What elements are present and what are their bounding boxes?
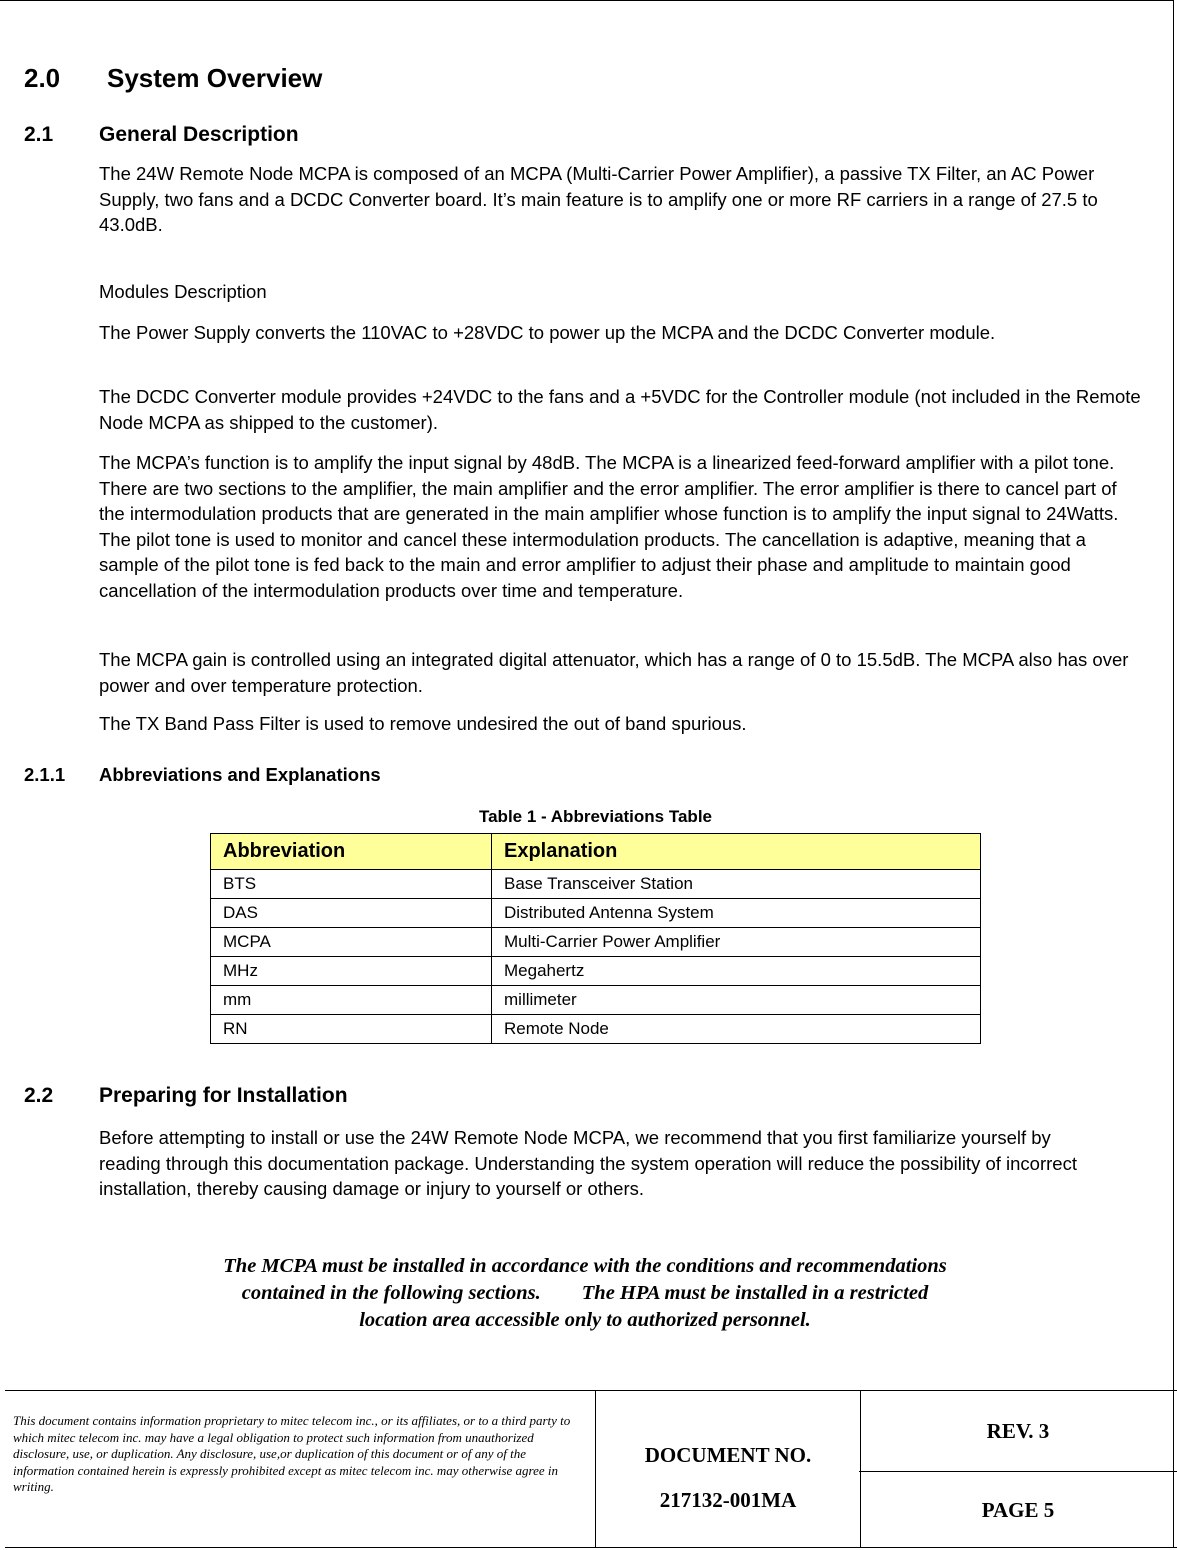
abbreviations-table [210,833,981,1044]
modules-paragraph: The MCPA gain is controlled using an integrated digital attenuator, which has a range of 0 to 15.5dB. The MCPA also has over power and over temperature protection. [99,649,1129,696]
revision-page-cell [859,1391,1177,1547]
section-2-2-title: Preparing for Installation [99,1084,348,1107]
modules-paragraph: The TX Band Pass Filter is used to remove undesired the out of band spurious. [99,713,747,734]
explanation-cell: Megahertz [492,957,981,986]
column-header: Abbreviation [211,834,492,870]
document-footer [5,1390,1177,1548]
section-2-number: 2.0 [24,63,61,93]
notice-line: The MCPA must be installed in accordance with the conditions and recommendations [223,1255,947,1277]
table-row [211,899,981,928]
document-number-label: DOCUMENT NO. [644,1443,812,1467]
notice-line: location area accessible only to authorized personnel. [359,1309,811,1331]
explanation-cell: Remote Node [492,1015,981,1044]
table-caption: Table 1 - Abbreviations Table [478,807,712,826]
page-number: PAGE 5 [981,1498,1055,1522]
abbreviation-cell: mm [211,986,492,1015]
table-row [211,1015,981,1044]
explanation-cell: Base Transceiver Station [492,870,981,899]
install-paragraph: Before attempting to install or use the 24W Remote Node MCPA, we recommend that you first familiarize yourself by reading through this documentation package. Understanding the system operation will reduce the possibility of incorrect installation, thereby causing damage or injury to yourself or others. [99,1127,1077,1199]
table-row [211,957,981,986]
document-number-cell [595,1391,861,1547]
section-2-1-1-number: 2.1.1 [24,764,66,785]
installation-notice [140,1253,1030,1334]
abbreviation-cell: RN [211,1015,492,1044]
table-row [211,870,981,899]
modules-heading: Modules Description [99,281,267,302]
modules-paragraph: The MCPA’s function is to amplify the input signal by 48dB. The MCPA is a linearized feed-forward amplifier with a pilot tone. There are two sections to the amplifier, the main amplifier and the error amplifier. The error amplifier is there to cancel part of the intermodulation products that are generated in the main amplifier whose function is to amplify the input signal to 24Watts. The pilot tone is used to monitor and cancel these intermodulation products. The cancellation is adaptive, meaning that a sample of the pilot tone is fed back to the main and error amplifier to adjust their phase and amplitude to maintain good cancellation of the intermodulation products over time and temperature. [99,452,1119,601]
section-2-2-number: 2.2 [24,1084,54,1107]
explanation-cell: millimeter [492,986,981,1015]
table-row [211,986,981,1015]
table-header-row [211,834,981,870]
notice-line: contained in the following sections. The HPA must be installed in a restricted [241,1282,929,1304]
intro-paragraph: The 24W Remote Node MCPA is composed of an MCPA (Multi-Carrier Power Amplifier), a passive TX Filter, an AC Power Supply, two fans and a DCDC Converter board. It’s main feature is to amplify one or more RF carriers in a range of 27.5 to 43.0dB. [99,163,1098,235]
table-row [211,928,981,957]
modules-paragraph: The DCDC Converter module provides +24VDC to the fans and a +5VDC for the Controller module (not included in the Remote Node MCPA as shipped to the customer). [99,386,1141,433]
modules-paragraph: The Power Supply converts the 110VAC to +28VDC to power up the MCPA and the DCDC Converter module. [99,322,996,343]
abbreviation-cell: BTS [211,870,492,899]
explanation-cell: Distributed Antenna System [492,899,981,928]
section-2-1-1-title: Abbreviations and Explanations [99,764,381,785]
column-header: Explanation [492,834,981,870]
abbreviation-cell: MCPA [211,928,492,957]
explanation-cell: Multi-Carrier Power Amplifier [492,928,981,957]
revision-label: REV. 3 [859,1391,1177,1472]
abbreviation-cell: MHz [211,957,492,986]
abbreviation-cell: DAS [211,899,492,928]
section-2-1-number: 2.1 [24,123,54,146]
proprietary-notice: This document contains information proprietary to mitec telecom inc., or its affiliates, or to a third party to which mitec telecom inc. may have a legal obligation to protect such information from unauthorized disclosure, use, or duplication. Any disclosure, use,or duplication of this document or of any of the information contained herein is expressly prohibited except as mitec telecom inc. may otherwise agree in writing. [13,1413,571,1494]
document-number: 217132-001MA [659,1488,797,1512]
section-2-title: System Overview [107,63,323,93]
section-2-1-title: General Description [99,123,299,146]
